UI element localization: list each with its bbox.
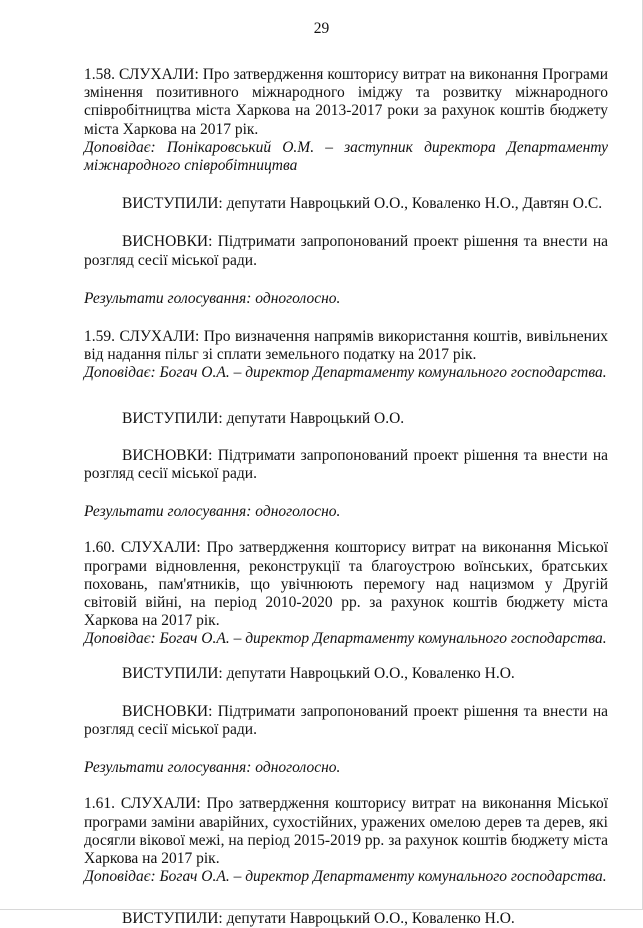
speaker-text: Доповідає: Богач О.А. – директор Департаменту комунального господарства.	[84, 364, 607, 382]
heard-text: 1.61. СЛУХАЛИ: Про затвердження кошторису витрат на виконання Міської програми заміни аварійних, сухостійних, уражених омелою дерев та дерев, які досягли вікової межі, на період 2015-2019 рр. за рахунок коштів бюджету міста Харкова на 2017 рік.	[84, 795, 608, 868]
speaker-text: Доповідає: Понікаровський О.М. – заступник директора Департаменту міжнародного співробітництва	[84, 138, 608, 175]
agenda-item-1-60	[84, 539, 608, 777]
conclusions-text: ВИСНОВКИ: Підтримати запропонований проект рішення та внести на розгляд сесії міської ради.	[84, 446, 608, 483]
page-number: 29	[313, 20, 330, 37]
agenda-item-1-61	[84, 795, 608, 927]
heard-text: 1.60. СЛУХАЛИ: Про затвердження кошторису витрат на виконання Міської програми відновлення, реконструкції та благоустрою воїнських, братських поховань, пам'ятників, що увічнюють перемогу над нацизмом у Другій світовій війні, на період 2010-2020 рр. за рахунок коштів бюджету міста Харкова на 2017 рік.	[84, 539, 608, 630]
heard-text: 1.58. СЛУХАЛИ: Про затвердження кошторису витрат на виконання Програми змінення позитивного міжнародного іміджу та розвитку міжнародного співробітництва міста Харкова на 2013-2017 роки за рахунок коштів бюджету міста Харкова на 2017 рік.	[84, 66, 608, 138]
vote-result: Результати голосування: одноголосно.	[84, 503, 341, 521]
conclusions-text: ВИСНОВКИ: Підтримати запропонований проект рішення та внести на розгляд сесії міської ради.	[84, 702, 608, 739]
spoke-text: ВИСТУПИЛИ: депутати Навроцький О.О., Коваленко Н.О.	[122, 909, 515, 927]
conclusions-text: ВИСНОВКИ: Підтримати запропонований проект рішення та внести на розгляд сесії міської ради.	[84, 233, 608, 269]
agenda-item-1-58	[84, 66, 608, 308]
speaker-text: Доповідає: Богач О.А. – директор Департаменту комунального господарства.	[84, 630, 607, 648]
heard-text: 1.59. СЛУХАЛИ: Про визначення напрямів використання коштів, вивільнених від надання пільг зі сплати земельного податку на 2017 рік.	[84, 328, 608, 364]
page-content	[84, 66, 608, 928]
agenda-item-1-59	[84, 328, 608, 521]
speaker-text: Доповідає: Богач О.А. – директор Департаменту комунального господарства.	[84, 868, 607, 886]
vote-result: Результати голосування: одноголосно.	[84, 759, 341, 777]
spoke-text: ВИСТУПИЛИ: депутати Навроцький О.О., Коваленко Н.О., Давтян О.С.	[122, 195, 603, 213]
spoke-text: ВИСТУПИЛИ: депутати Навроцький О.О.	[122, 409, 405, 427]
vote-result: Результати голосування: одноголосно.	[84, 289, 341, 307]
spoke-text: ВИСТУПИЛИ: депутати Навроцький О.О., Коваленко Н.О.	[122, 664, 515, 682]
